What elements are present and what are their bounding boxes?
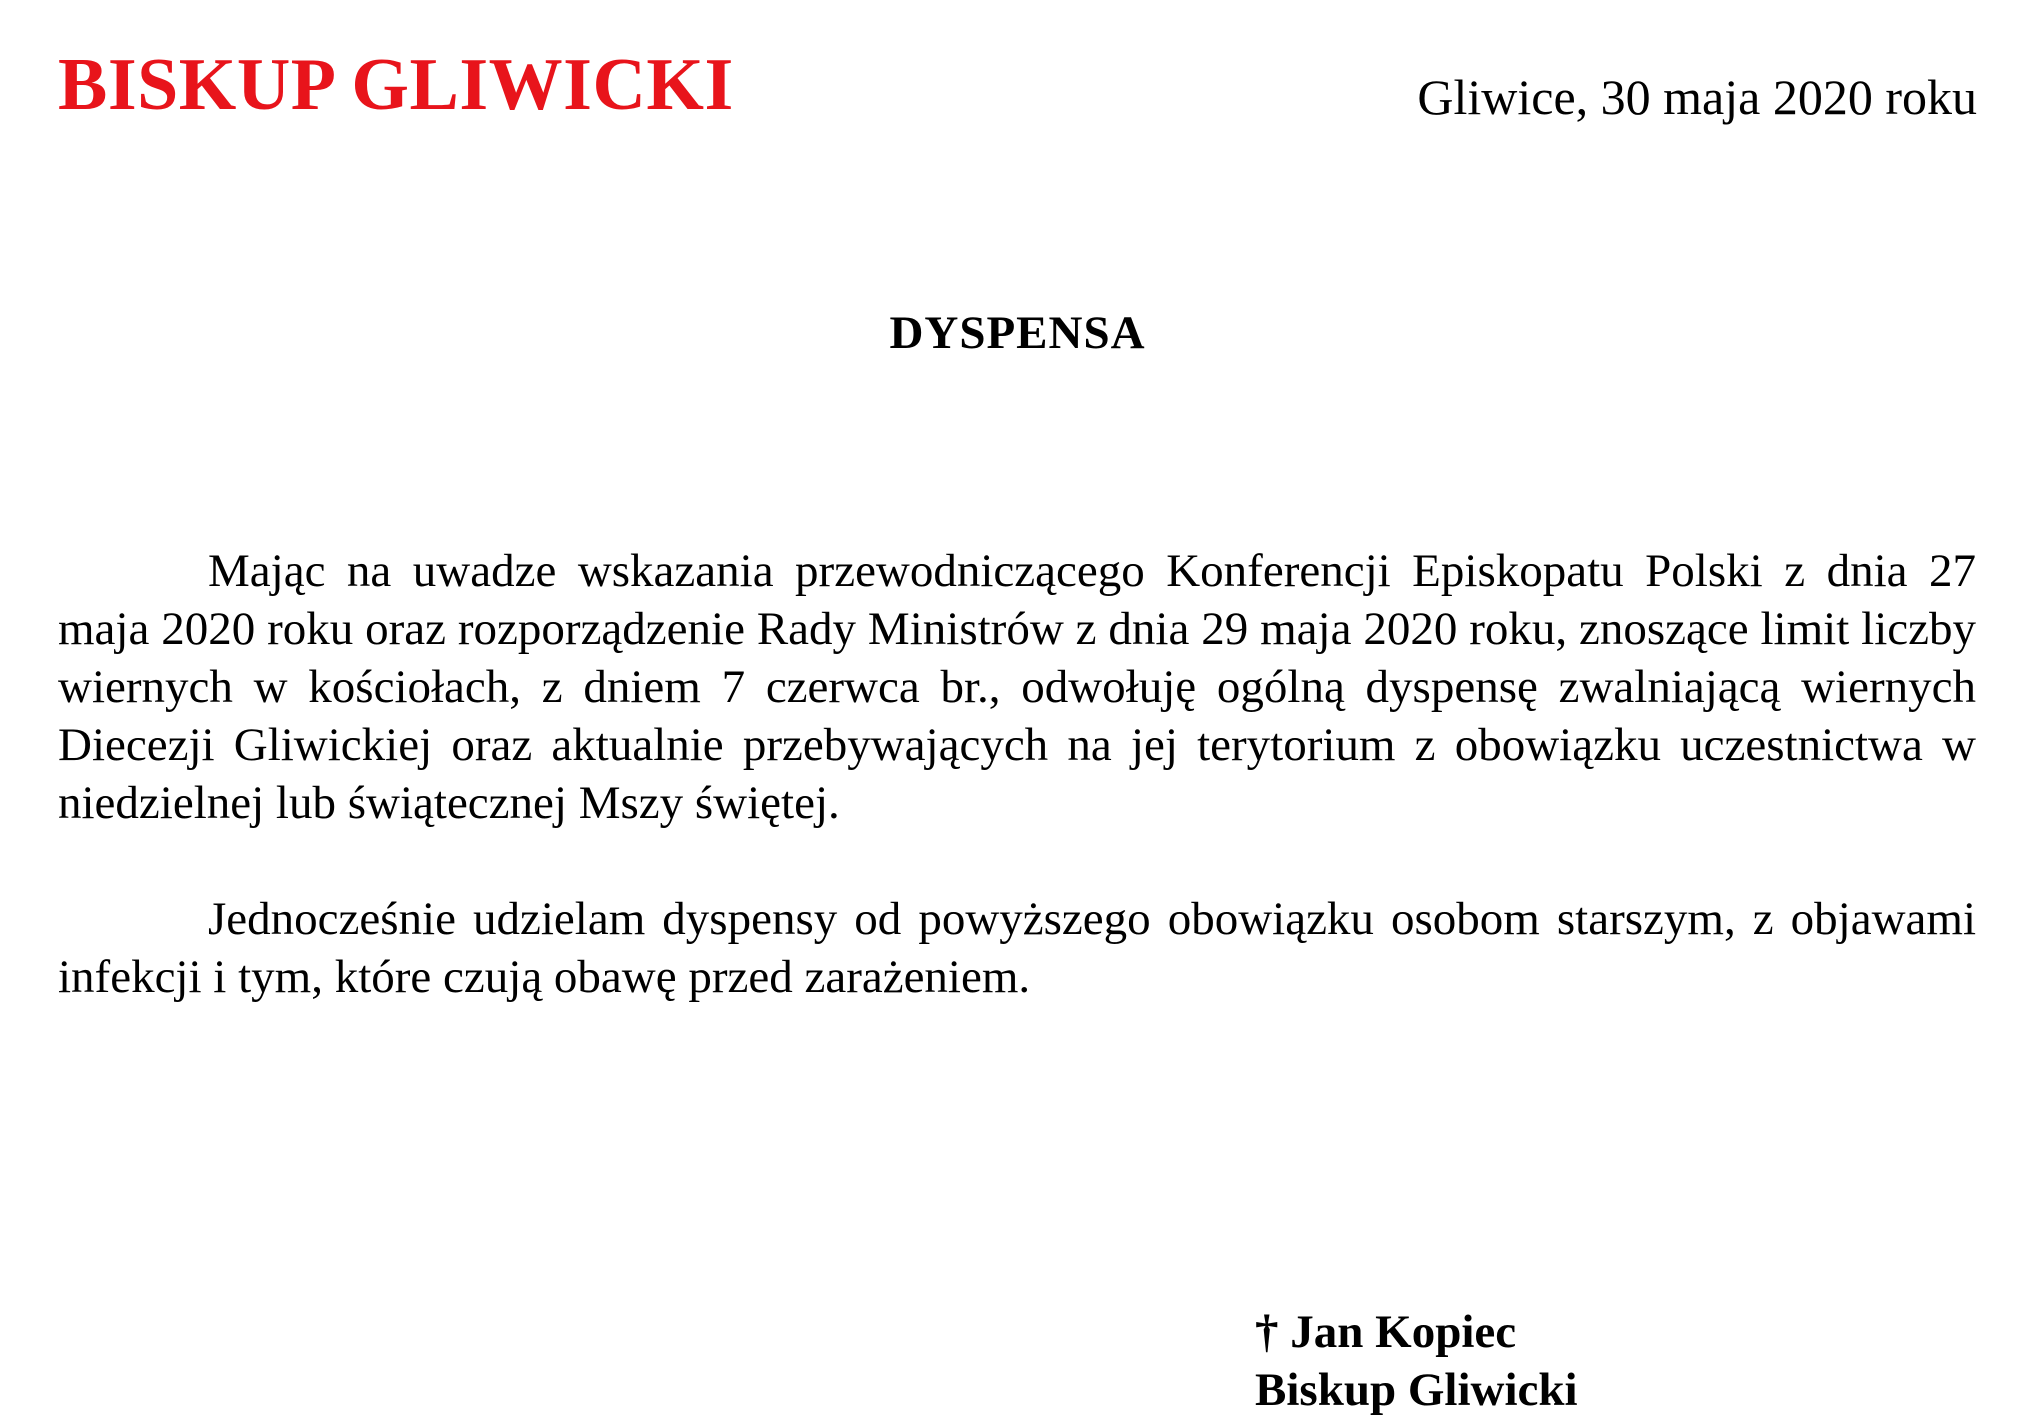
document-title: DYSPENSA	[889, 307, 1146, 359]
signature-name: † Jan Kopiec	[1255, 1306, 1517, 1358]
place-and-date: Gliwice, 30 maja 2020 roku	[1417, 69, 1977, 125]
body-paragraph-1: Mając na uwadze wskazania przewodniczącego Konferencji Episkopatu Polski z dnia 27 maja 2020 roku oraz rozporządzenie Rady Ministrów z dnia 29 maja 2020 roku, znoszące limit liczby wiernych w kościołach, z dniem 7 czerwca br., odwołuję ogólną dyspensę zwalniającą wiernych Diecezji Gliwickiej oraz aktualnie przebywających na jej terytorium z obowiązku uczestnictwa w niedzielnej lub świątecznej Mszy świętej.	[58, 545, 1976, 829]
bishop-heading: BISKUP GLIWICKI	[58, 44, 734, 126]
document-body	[58, 542, 1976, 1006]
signature-role: Biskup Gliwicki	[1255, 1364, 1578, 1416]
signature-block	[1255, 1303, 1578, 1419]
body-paragraph-2: Jednocześnie udzielam dyspensy od powyższego obowiązku osobom starszym, z objawami infekcji i tym, które czują obawę przed zarażeniem.	[58, 893, 1976, 1003]
